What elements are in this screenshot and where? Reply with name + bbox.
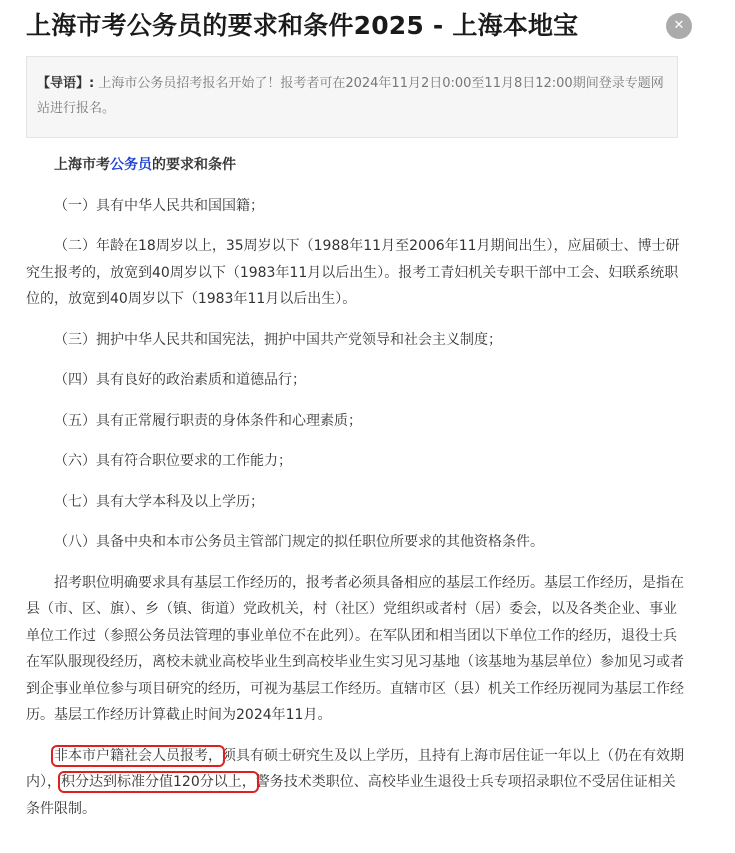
- requirement-item-1: （一）具有中华人民共和国国籍；: [54, 197, 264, 214]
- intro-text: 上海市公务员招考报名开始了！报考者可在2024年11月2日0:00至11月8日12:00期间登录专题网站进行报名。: [37, 76, 664, 116]
- intro-box: [26, 56, 678, 138]
- highlight-points-120: 积分达到标准分值120分以上，: [61, 774, 256, 790]
- requirement-item-7: （七）具有大学本科及以上学历；: [54, 493, 264, 510]
- highlight-non-local-applicants: 非本市户籍社会人员报考，: [54, 747, 222, 764]
- requirement-item-8: （八）具备中央和本市公务员主管部门规定的拟任职位所要求的其他资格条件。: [54, 534, 544, 550]
- residency-mid-text: 须具有硕士研究生及以上学历，且持有上海市居住证一年以上（仍在有效期内），: [26, 747, 684, 790]
- intro-lead: 【导语】:: [37, 76, 95, 91]
- requirement-item-5: （五）具有正常履行职责的身体条件和心理素质；: [54, 412, 362, 429]
- residency-paragraph: [26, 743, 688, 823]
- requirement-item-4: （四）具有良好的政治素质和道德品行；: [54, 372, 306, 388]
- residency-tail-text: 警务技术类职位、高校毕业生退役士兵专项招录职位不受居住证相关条件限制。: [26, 774, 676, 817]
- subtitle-prefix: 上海市考: [54, 157, 110, 173]
- requirement-item-2: （二）年龄在18周岁以上，35周岁以下（1988年11月至2006年11月期间出生），应届硕士、博士研究生报考的，放宽到40周岁以下（1983年11月以后出生）。报考工青妇机关专职干部中工会、妇联系统职位的，放宽到40周岁以下（1983年11月以后出生）。: [26, 238, 680, 307]
- requirement-item-3: （三）拥护中华人民共和国宪法，拥护中国共产党领导和社会主义制度；: [54, 331, 502, 348]
- requirement-item-6: （六）具有符合职位要求的工作能力；: [54, 453, 292, 469]
- section-subtitle: [26, 152, 688, 179]
- subtitle-suffix: 的要求和条件: [152, 157, 236, 173]
- grassroots-paragraph: 招考职位明确要求具有基层工作经历的，报考者必须具备相应的基层工作经历。基层工作经历，是指在县（市、区、旗）、乡（镇、街道）党政机关，村（社区）党组织或者村（居）委会，以及各类企业、事业单位工作过（参照公务员法管理的事业单位不在此列）。在军队团和相当团以下单位工作的经历，退役士兵在军队服现役经历，离校未就业高校毕业生到高校毕业生实习见习基地（该基地为基层单位）参加见习或者到企事业单位参与项目研究的经历，可视为基层工作经历。直辖市区（县）机关工作经历视同为基层工作经历。基层工作经历计算截止时间为2024年11月。: [26, 574, 684, 723]
- civil-servant-link[interactable]: 公务员: [110, 157, 152, 173]
- close-icon[interactable]: ✕: [666, 13, 692, 39]
- page-title: 上海市考公务员的要求和条件2025 - 上海本地宝: [26, 11, 579, 40]
- article-body: [26, 152, 688, 822]
